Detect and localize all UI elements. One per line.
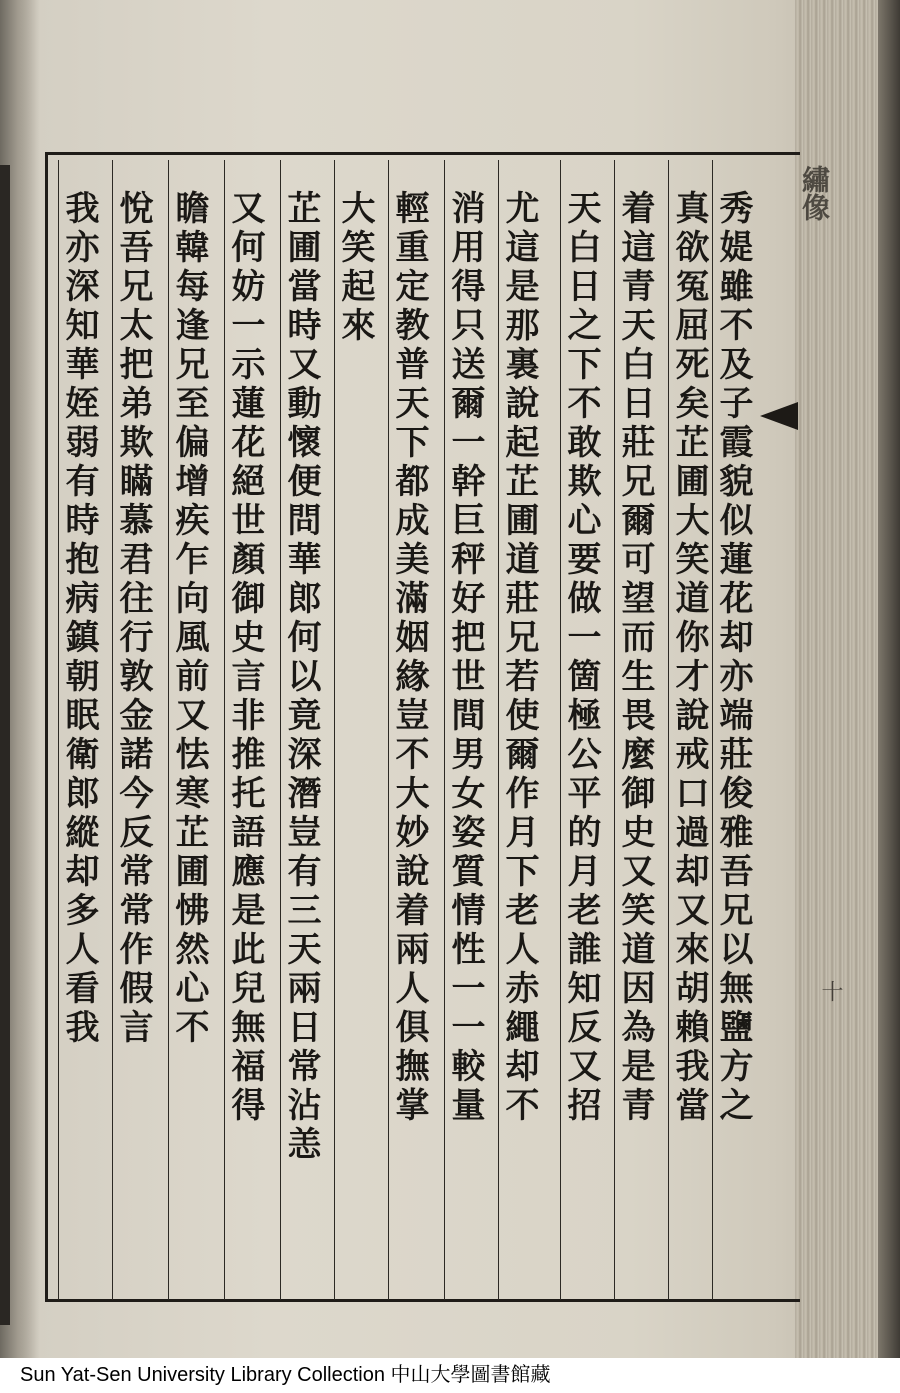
page-number: 十 [818,980,843,1002]
page-edge-shadow [878,0,900,1358]
fishtail-mark [760,402,798,430]
column-text: 天白日之下不敢欺心要做一箇極公平的月老誰知反又招 [561,190,601,1126]
column-text: 瞻韓每逢兄至偏增疾乍向風前又怯寒芷圃怫然心不 [169,190,209,1048]
column-text: 着這青天白日莊兄爾可望而生畏麼御史又笑道因為是青 [615,190,655,1126]
text-column [58,160,99,1300]
text-column [168,160,209,1300]
text-column [668,160,709,1300]
text-column [444,160,485,1300]
column-text: 輕重定教普天下都成美滿姻緣豈不大妙說着兩人俱撫掌 [389,190,429,1126]
column-text: 又何妨一示蓮花絕世顏御史言非推托語應是此兒無福得 [225,190,265,1126]
column-text: 真欲冤屈死矣芷圃大笑道你才說戒口過却又來胡賴我當 [669,190,709,1126]
text-column [388,160,429,1300]
text-column [334,160,375,1300]
collection-caption: Sun Yat-Sen University Library Collection 中山大學圖書館藏 [20,1364,551,1386]
column-text: 芷圃當時又動懷便問華郎何以竟深潛豈有三天兩日常沾恙 [281,190,321,1165]
running-header: 繡像 [798,165,831,221]
text-column [280,160,321,1300]
column-text: 尤這是那裏說起芷圃道莊兄若使爾作月下老人赤繩却不 [499,190,539,1126]
text-column [498,160,539,1300]
column-text: 大笑起來 [335,190,375,346]
text-column [224,160,265,1300]
text-column [112,160,153,1300]
text-column [614,160,655,1300]
text-column [712,160,753,1300]
column-text: 消用得只送爾一幹巨秤好把世間男女姿質情性一一較量 [445,190,485,1126]
column-text: 悅吾兄太把弟欺瞞慕君往行敦金諾今反常常作假言 [113,190,153,1048]
text-column [560,160,601,1300]
gutter-mark [0,165,10,1325]
column-text: 我亦深知華姪弱有時抱病鎮朝眠衛郎縱却多人看我 [59,190,99,1048]
column-text: 秀媞雖不及子霞貌似蓮花却亦端莊俊雅吾兄以無鹽方之 [713,190,753,1126]
